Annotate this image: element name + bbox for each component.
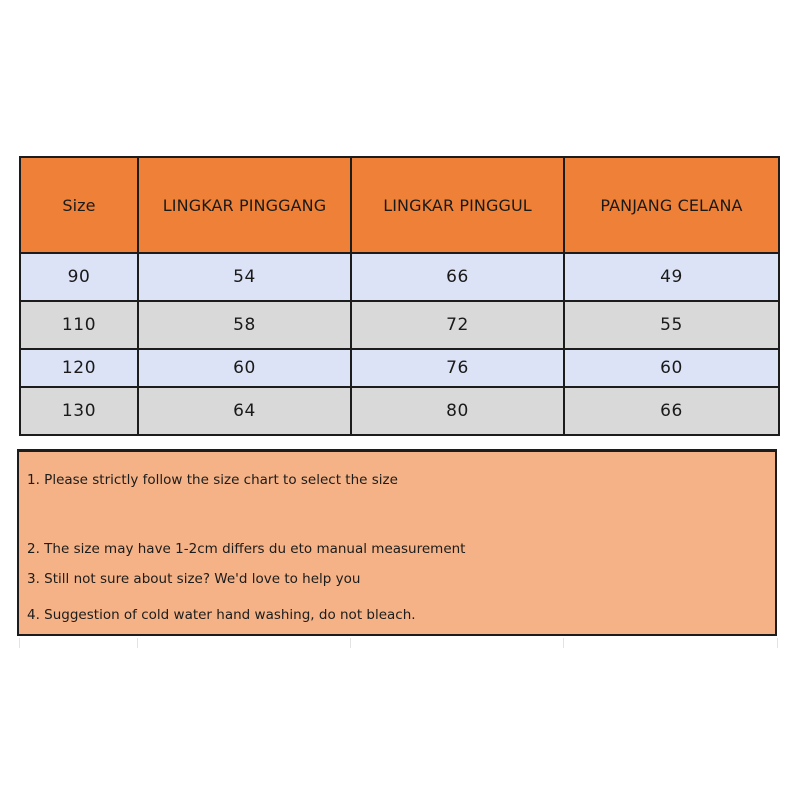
table-cell-pinggul: 72 bbox=[351, 301, 564, 349]
table-cell-pinggang: 64 bbox=[138, 387, 351, 435]
note-item: 1. Please strictly follow the size chart to select the size bbox=[27, 472, 398, 488]
header-size: Size bbox=[20, 157, 138, 253]
notes-box bbox=[17, 449, 777, 636]
header-lingkar-pinggul: LINGKAR PINGGUL bbox=[351, 157, 564, 253]
note-item: 3. Still not sure about size? We'd love to help you bbox=[27, 571, 361, 587]
gridline bbox=[777, 638, 778, 648]
gridline bbox=[19, 638, 20, 648]
table-row bbox=[20, 301, 779, 349]
table-cell-size: 130 bbox=[20, 387, 138, 435]
table-cell-size: 120 bbox=[20, 349, 138, 387]
gridline bbox=[137, 638, 138, 648]
table-cell-celana: 60 bbox=[564, 349, 779, 387]
table-cell-pinggang: 58 bbox=[138, 301, 351, 349]
table-row bbox=[20, 387, 779, 435]
table-cell-size: 110 bbox=[20, 301, 138, 349]
gridline bbox=[563, 638, 564, 648]
table-cell-pinggang: 54 bbox=[138, 253, 351, 301]
header-panjang-celana: PANJANG CELANA bbox=[564, 157, 779, 253]
table-cell-celana: 66 bbox=[564, 387, 779, 435]
header-lingkar-pinggang: LINGKAR PINGGANG bbox=[138, 157, 351, 253]
table-cell-pinggul: 80 bbox=[351, 387, 564, 435]
note-item: 4. Suggestion of cold water hand washing, do not bleach. bbox=[27, 607, 416, 623]
table-cell-celana: 49 bbox=[564, 253, 779, 301]
note-item: 2. The size may have 1-2cm differs du eto manual measurement bbox=[27, 541, 466, 557]
table-cell-celana: 55 bbox=[564, 301, 779, 349]
table-header-row bbox=[20, 157, 779, 253]
table-cell-pinggul: 66 bbox=[351, 253, 564, 301]
size-table bbox=[19, 156, 780, 436]
table-cell-pinggul: 76 bbox=[351, 349, 564, 387]
table-row bbox=[20, 253, 779, 301]
gridline bbox=[350, 638, 351, 648]
size-chart bbox=[19, 156, 779, 436]
table-cell-size: 90 bbox=[20, 253, 138, 301]
table-row bbox=[20, 349, 779, 387]
table-cell-pinggang: 60 bbox=[138, 349, 351, 387]
